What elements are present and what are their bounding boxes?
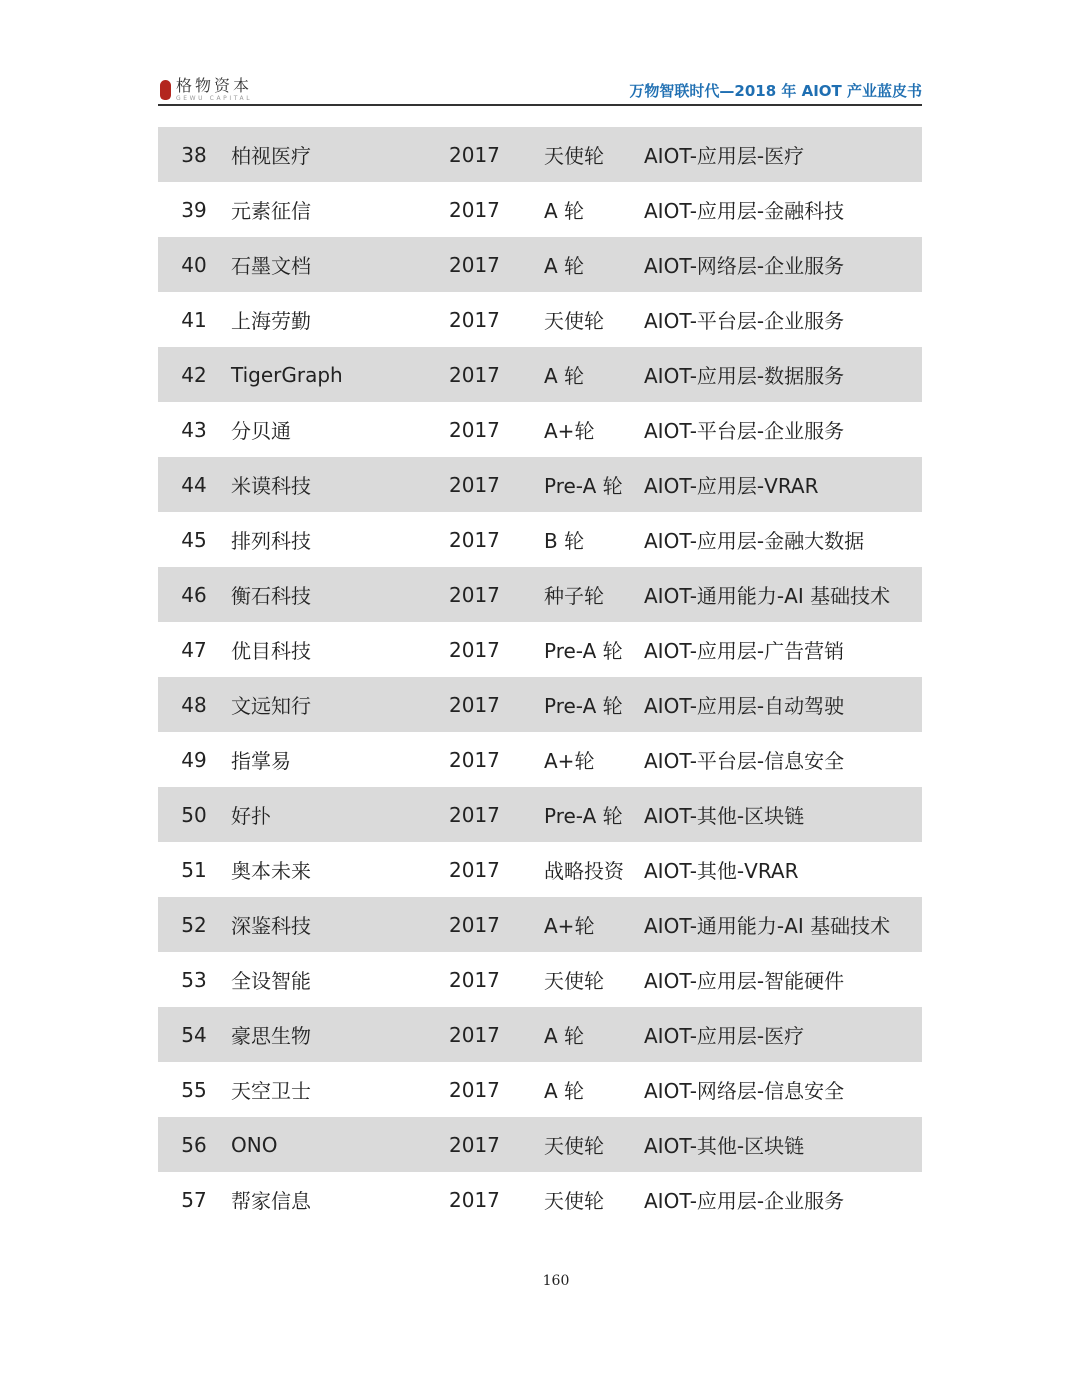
funding-round: A+轮	[544, 914, 595, 938]
row-number: 48	[181, 692, 207, 717]
founded-year: 2017	[449, 417, 500, 442]
table-row	[158, 1117, 922, 1172]
category: AIOT-应用层-医疗	[644, 1024, 805, 1048]
row-number: 42	[181, 362, 207, 387]
funding-round: 天使轮	[544, 969, 604, 993]
category: AIOT-应用层-自动驾驶	[644, 694, 845, 718]
logo-chinese-name: 格物资本	[176, 76, 253, 95]
founded-year: 2017	[449, 747, 500, 772]
table-row	[158, 622, 922, 677]
founded-year: 2017	[449, 1022, 500, 1047]
row-number: 39	[181, 197, 207, 222]
row-number: 56	[181, 1132, 207, 1157]
table-row	[158, 127, 922, 182]
funding-round: A 轮	[544, 1079, 585, 1103]
category: AIOT-应用层-企业服务	[644, 1189, 845, 1213]
table-row	[158, 1007, 922, 1062]
company-name: 柏视医疗	[231, 144, 311, 168]
funding-round: A+轮	[544, 749, 595, 773]
table-row	[158, 567, 922, 622]
row-number: 50	[181, 802, 207, 827]
category: AIOT-应用层-VRAR	[644, 474, 819, 498]
founded-year: 2017	[449, 142, 500, 167]
row-number: 40	[181, 252, 207, 277]
founded-year: 2017	[449, 197, 500, 222]
funding-round: 战略投资	[544, 859, 624, 883]
company-name: 上海劳勤	[231, 309, 311, 333]
category: AIOT-通用能力-AI 基础技术	[644, 584, 891, 608]
founded-year: 2017	[449, 967, 500, 992]
founded-year: 2017	[449, 582, 500, 607]
table-row	[158, 402, 922, 457]
company-name: 全设智能	[231, 969, 311, 993]
category: AIOT-应用层-医疗	[644, 144, 805, 168]
table-row	[158, 732, 922, 787]
row-number: 54	[181, 1022, 207, 1047]
company-name: 排列科技	[231, 529, 311, 553]
company-name: 米谟科技	[231, 474, 311, 498]
category: AIOT-网络层-信息安全	[644, 1079, 845, 1103]
category: AIOT-网络层-企业服务	[644, 254, 845, 278]
funding-round: 天使轮	[544, 1189, 604, 1213]
table-row	[158, 842, 922, 897]
founded-year: 2017	[449, 1132, 500, 1157]
row-number: 43	[181, 417, 207, 442]
funding-round: A 轮	[544, 199, 585, 223]
table-row	[158, 1172, 922, 1227]
funding-round: A 轮	[544, 364, 585, 388]
funding-round: 天使轮	[544, 309, 604, 333]
row-number: 41	[181, 307, 207, 332]
founded-year: 2017	[449, 692, 500, 717]
funding-round: B 轮	[544, 529, 585, 553]
funding-round: Pre-A 轮	[544, 639, 623, 663]
row-number: 51	[181, 857, 207, 882]
company-name: ONO	[231, 1132, 278, 1157]
company-name: 元素征信	[231, 199, 311, 223]
founded-year: 2017	[449, 1077, 500, 1102]
gewu-capital-logo	[160, 78, 252, 104]
category: AIOT-其他-区块链	[644, 804, 805, 828]
founded-year: 2017	[449, 802, 500, 827]
company-name: 天空卫士	[231, 1079, 311, 1103]
company-name: 好扑	[231, 804, 271, 828]
investment-table	[158, 127, 922, 1227]
company-name: 衡石科技	[231, 584, 311, 608]
category: AIOT-平台层-信息安全	[644, 749, 845, 773]
founded-year: 2017	[449, 307, 500, 332]
category: AIOT-应用层-数据服务	[644, 364, 845, 388]
company-name: 奥本未来	[231, 859, 311, 883]
company-name: 指掌易	[231, 749, 291, 773]
founded-year: 2017	[449, 252, 500, 277]
funding-round: A 轮	[544, 254, 585, 278]
table-row	[158, 952, 922, 1007]
category: AIOT-其他-区块链	[644, 1134, 805, 1158]
report-title: 万物智联时代—2018 年 AIOT 产业蓝皮书	[629, 82, 922, 100]
seal-icon	[160, 80, 171, 100]
founded-year: 2017	[449, 472, 500, 497]
funding-round: A 轮	[544, 1024, 585, 1048]
row-number: 55	[181, 1077, 207, 1102]
funding-round: Pre-A 轮	[544, 474, 623, 498]
row-number: 38	[181, 142, 207, 167]
row-number: 46	[181, 582, 207, 607]
company-name: 分贝通	[231, 419, 291, 443]
row-number: 49	[181, 747, 207, 772]
company-name: 深鉴科技	[231, 914, 311, 938]
category: AIOT-应用层-广告营销	[644, 639, 845, 663]
funding-round: 天使轮	[544, 1134, 604, 1158]
logo-text	[176, 78, 252, 102]
funding-round: 天使轮	[544, 144, 604, 168]
table-row	[158, 677, 922, 732]
row-number: 53	[181, 967, 207, 992]
company-name: 文远知行	[231, 694, 311, 718]
category: AIOT-通用能力-AI 基础技术	[644, 914, 891, 938]
category: AIOT-平台层-企业服务	[644, 309, 845, 333]
company-name: TigerGraph	[231, 362, 343, 387]
table-row	[158, 787, 922, 842]
table-row	[158, 292, 922, 347]
funding-round: A+轮	[544, 419, 595, 443]
funding-round: Pre-A 轮	[544, 694, 623, 718]
category: AIOT-其他-VRAR	[644, 859, 799, 883]
table-row	[158, 182, 922, 237]
table-row	[158, 237, 922, 292]
founded-year: 2017	[449, 912, 500, 937]
category: AIOT-应用层-金融科技	[644, 199, 845, 223]
founded-year: 2017	[449, 857, 500, 882]
row-number: 57	[181, 1187, 207, 1212]
category: AIOT-平台层-企业服务	[644, 419, 845, 443]
table-row	[158, 512, 922, 567]
founded-year: 2017	[449, 362, 500, 387]
company-name: 豪思生物	[231, 1024, 311, 1048]
company-name: 帮家信息	[231, 1189, 311, 1213]
logo-english-name: GEWU CAPITAL	[176, 95, 253, 102]
category: AIOT-应用层-金融大数据	[644, 529, 865, 553]
page-number: 160	[542, 1273, 570, 1289]
table-row	[158, 1062, 922, 1117]
row-number: 47	[181, 637, 207, 662]
page-header	[158, 72, 922, 106]
founded-year: 2017	[449, 527, 500, 552]
table-row	[158, 897, 922, 952]
founded-year: 2017	[449, 1187, 500, 1212]
founded-year: 2017	[449, 637, 500, 662]
row-number: 45	[181, 527, 207, 552]
table-row	[158, 457, 922, 512]
company-name: 石墨文档	[231, 254, 311, 278]
company-name: 优目科技	[231, 639, 311, 663]
row-number: 44	[181, 472, 207, 497]
row-number: 52	[181, 912, 207, 937]
funding-round: 种子轮	[544, 584, 604, 608]
table-row	[158, 347, 922, 402]
funding-round: Pre-A 轮	[544, 804, 623, 828]
category: AIOT-应用层-智能硬件	[644, 969, 845, 993]
